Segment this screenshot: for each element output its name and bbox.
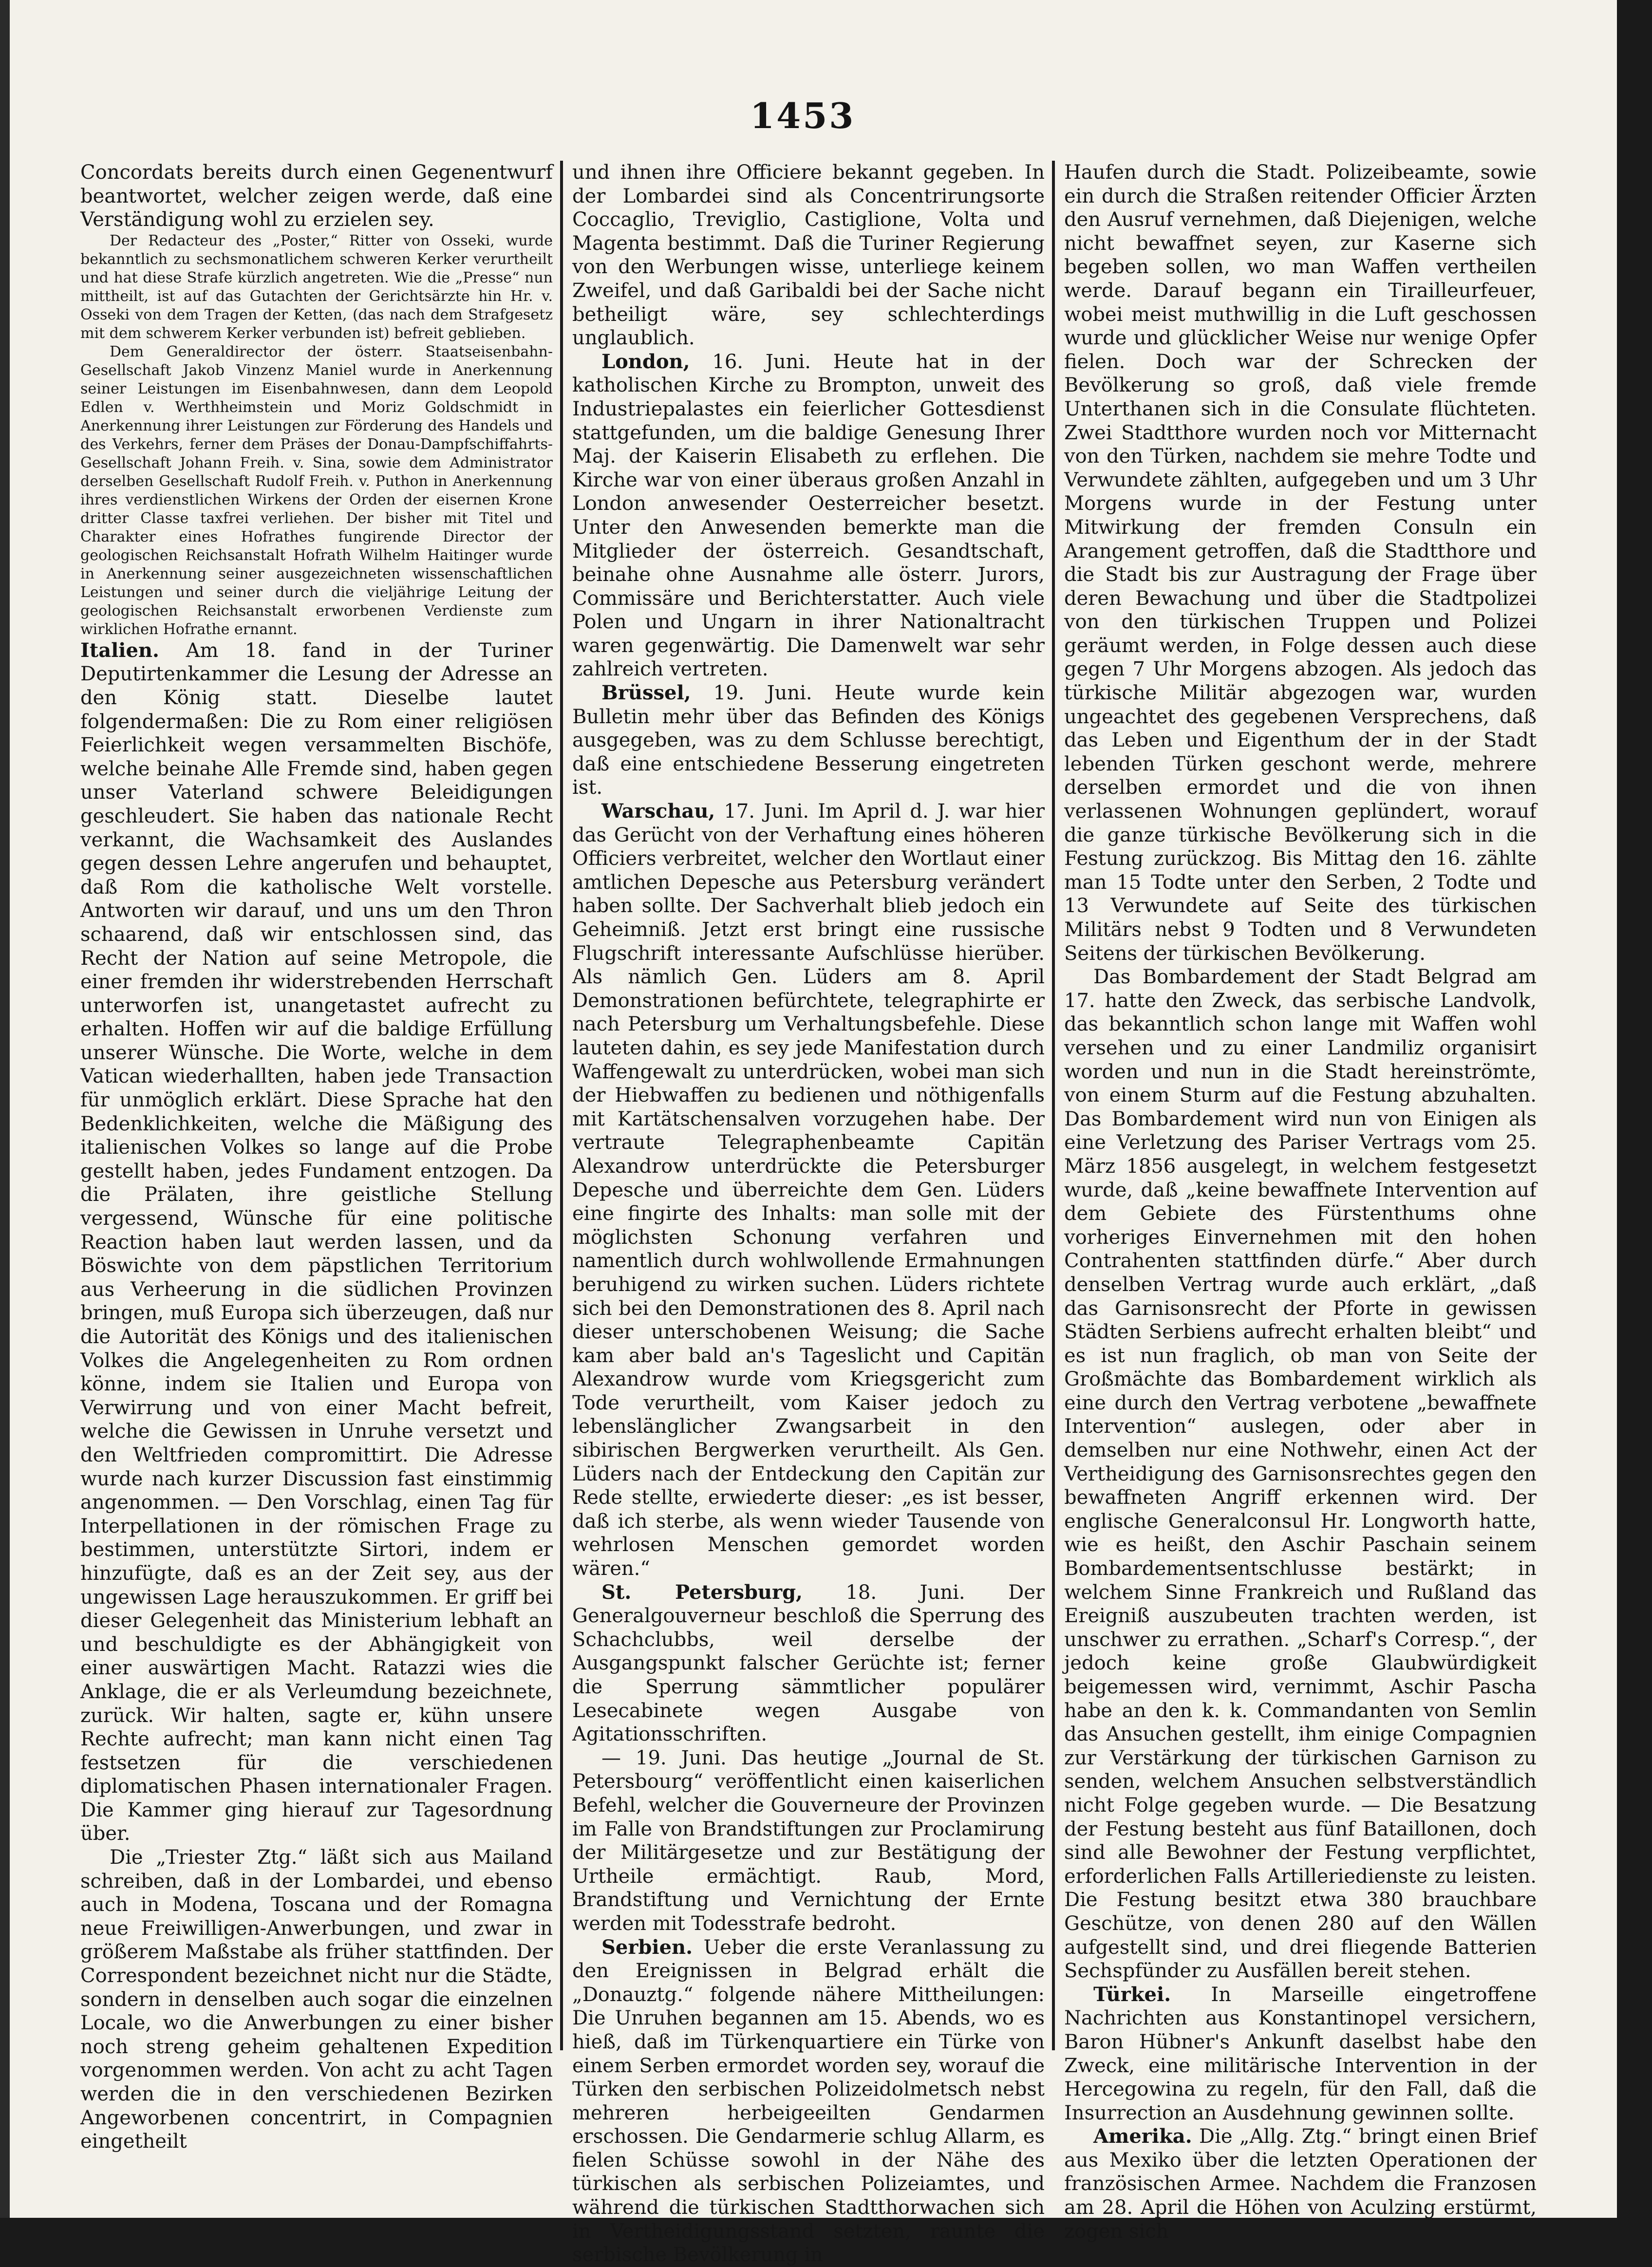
article-text: 16. Juni. Heute hat in der katholischen Kirche zu Brompton, unweit des Industriepalastes ein feierlicher Gottesdienst stattgefunden, um die baldige Genesung Ihrer Maj. der Kaiserin Elisabeth zu erflehen. Die Kirche war von einer überaus großen Anzahl in London anwesender Oesterreicher besetzt. Unter den Anwesenden bemerkte man die Mitglieder der österreich. Gesandtschaft, beinahe ohne Ausnahme alle österr. Jurors, Commissäre und Berichterstatter. Auch viele Polen und Ungarn in ihrer Nationaltracht waren gegenwärtig. Die Damenwelt war sehr zahlreich vertreten. bbox=[572, 350, 1045, 681]
article-paragraph bbox=[1064, 2125, 1537, 2243]
article-dateline: Warschau, bbox=[601, 800, 715, 823]
article-dateline: Brüssel, bbox=[601, 681, 691, 705]
article-paragraph bbox=[80, 232, 553, 343]
article-text: Dem Generaldirector der österr. Staatseisenbahn-Gesellschaft Jakob Vinzenz Maniel wurde in Anerkennung seiner Leistungen im Eisenbahnwesen, dann dem Leopold Edlen v. Werthheimstein und Moriz Goldschmidt in Anerkennung ihrer Leistungen zur Förderung des Handels und des Verkehrs, ferner dem Präses der Donau-Dampfschiffahrts-Gesellschaft Johann Freih. v. Sina, sowie dem Administrator derselben Gesellschaft Rudolf Freih. v. Puthon in Anerkennung ihres verdienstlichen Wirkens der Orden der eisernen Krone dritter Classe taxfrei verliehen. Der bisher mit Titel und Charakter eines Hofrathes fungirende Director der geologischen Reichsanstalt Hofrath Wilhelm Haitinger wurde in Anerkennung seiner ausgezeichneten wissenschaftlichen Leistungen und seiner durch die vieljährige Leitung der geologischen Reichsanstalt erworbenen Verdienste zum wirklichen Hofrathe ernannt. bbox=[80, 343, 553, 638]
column-rule bbox=[1052, 161, 1055, 2050]
article-text: Die „Allg. Ztg.“ bringt einen Brief aus Mexiko über die letzten Operationen der französischen Armee. Nachdem die Franzosen am 28. April die Höhen von Aculzing erstürmt, zogen sich bbox=[1064, 2125, 1537, 2243]
article-paragraph bbox=[572, 350, 1045, 681]
page-number: 1453 bbox=[750, 95, 856, 136]
article-dateline: Amerika. bbox=[1093, 2125, 1192, 2148]
article-text: — 19. Juni. Das heutige „Journal de St. Petersbourg“ veröffentlicht einen kaiserlichen Befehl, welcher die Gouverneure der Provinzen im Falle von Brandstiftungen zur Proclamirung der Militärgesetze und zur Bestätigung der Urtheile ermächtigt. Raub, Mord, Brandstiftung und Vernichtung der Ernte werden mit Todesstrafe bedroht. bbox=[572, 1746, 1045, 1935]
article-text: In Marseille eingetroffene Nachrichten aus Konstantinopel versichern, Baron Hübner's Ankunft daselbst habe den Zweck, eine militärische Intervention in der Hercegowina zu regeln, für den Fall, daß die Insurrection an Ausdehnung gewinnen sollte. bbox=[1064, 1983, 1537, 2124]
article-paragraph bbox=[572, 161, 1045, 350]
article-paragraph bbox=[80, 639, 553, 1846]
article-text: und ihnen ihre Officiere bekannt gegeben. In der Lombardei sind als Concentrirungsorte Coccaglio, Treviglio, Castiglione, Volta und Magenta bestimmt. Daß die Turiner Regierung von den Werbungen wisse, unterliege keinem Zweifel, und daß Garibaldi bei der Sache nicht betheiligt wäre, sey schlechterdings unglaublich. bbox=[572, 161, 1045, 350]
article-paragraph bbox=[572, 1936, 1045, 2267]
article-text: Am 18. fand in der Turiner Deputirtenkammer die Lesung der Adresse an den König statt. Dieselbe lautet folgendermaßen: Die zu Rom einer religiösen Feierlichkeit wegen versammelten Bischöfe, welche beinahe Alle Fremde sind, haben gegen unser Vaterland schwere Beleidigungen geschleudert. Sie haben das nationale Recht verkannt, die Wachsamkeit des Auslandes gegen dessen Lehre angerufen und behauptet, daß Rom die katholische Welt vorstelle. Antworten wir darauf, und uns um den Thron schaarend, daß wir entschlossen sind, das Recht der Nation auf seine Metropole, die einer fremden ihr widerstrebenden Herrschaft unterworfen ist, unangetastet aufrecht zu erhalten. Hoffen wir auf die baldige Erfüllung unserer Wünsche. Die Worte, welche in dem Vatican wiederhallten, haben jede Transaction für unmöglich erklärt. Diese Sprache hat den Bedenklichkeiten, welche die Mäßigung des italienischen Volkes so lange auf die Probe gestellt haben, jedes Fundament entzogen. Da die Prälaten, ihre geistliche Stellung vergessend, Wünsche für eine politische Reaction haben laut werden lassen, und da Böswichte von dem päpstlichen Territorium aus Verheerung in die südlichen Provinzen bringen, muß Europa sich überzeugen, daß nur die Autorität des Königs und des italienischen Volkes die Angelegenheiten zu Rom ordnen könne, indem sie Italien und Europa von Verwirrung und von einer Macht befreit, welche die Gewissen in Unruhe versetzt und den Weltfrieden compromittirt. Die Adresse wurde nach kurzer Discussion fast einstimmig angenommen. — Den Vorschlag, einen Tag für Interpellationen in der römischen Frage zu bestimmen, unterstützte Sirtori, indem er hinzufügte, daß es an der Zeit sey, aus der ungewissen Lage herauszukommen. Er griff bei dieser Gelegenheit das Ministerium lebhaft an und beschuldigte es der Abhängigkeit von einer auswärtigen Macht. Ratazzi wies die Anklage, die er als Verleumdung bezeichnete, zurück. Wir halten, sagte er, kühn unsere Rechte aufrecht; man kann nicht einen Tag festsetzen für die verschiedenen diplomatischen Phasen internationaler Fragen. Die Kammer ging hierauf zur Tagesordnung über. bbox=[80, 639, 553, 1845]
article-paragraph bbox=[572, 800, 1045, 1581]
article-paragraph bbox=[1064, 161, 1537, 965]
article-paragraph bbox=[80, 161, 553, 232]
article-text: 18. Juni. Der Generalgouverneur beschloß die Sperrung des Schachclubbs, weil derselbe der Ausgangspunkt falscher Gerüchte ist; ferner die Sperrung sämmtlicher populärer Lesecabinete wegen Ausgabe von Agitationsschriften. bbox=[572, 1581, 1045, 1746]
article-text: 17. Juni. Im April d. J. war hier das Gerücht von der Verhaftung eines höheren Officiers verbreitet, welcher den Wortlaut einer amtlichen Depesche aus Petersburg verändert haben sollte. Der Sachverhalt blieb jedoch ein Geheimniß. Jetzt erst bringt eine russische Flugschrift interessante Aufschlüsse hierüber. Als nämlich Gen. Lüders am 8. April Demonstrationen befürchtete, telegraphirte er nach Petersburg um Verhaltungsbefehle. Diese lauteten dahin, es sey jede Manifestation durch Waffengewalt zu unterdrücken, wobei man sich der Hiebwaffen zu bedienen und nöthigenfalls mit Kartätschensalven vorzugehen habe. Der vertraute Telegraphenbeamte Capitän Alexandrow unterdrückte die Petersburger Depesche und überreichte dem Gen. Lüders eine fingirte des Inhalts: man solle mit der möglichsten Schonung verfahren und namentlich durch wohlwollende Ermahnungen beruhigend zu wirken suchen. Lüders richtete sich bei den Demonstrationen des 8. April nach dieser unterschobenen Weisung; die Sache kam aber bald an's Tageslicht und Capitän Alexandrow wurde vom Kriegsgericht zum Tode verurtheilt, vom Kaiser jedoch zu lebenslänglicher Zwangsarbeit in den sibirischen Bergwerken verurtheilt. Als Gen. Lüders nach der Entdeckung den Capitän zur Rede stellte, erwiederte dieser: „es ist besser, daß ich sterbe, als wenn wieder Tausende von wehrlosen Menschen gemordet worden wären.“ bbox=[572, 800, 1045, 1580]
article-dateline: Türkei. bbox=[1093, 1983, 1171, 2006]
article-text: Ueber die erste Veranlassung zu den Ereignissen in Belgrad erhält die „Donauztg.“ folgende nähere Mittheilungen: Die Unruhen begannen am 15. Abends, wo es hieß, daß im Türkenquartiere ein Türke von einem Serben ermordet worden sey, worauf die Türken den serbischen Polizeidolmetsch nebst mehreren herbeigeeilten Gendarmen erschossen. Die Gendarmerie schlug Allarm, es fielen Schüsse sowohl in der Nähe des türkischen als serbischen Polizeiamtes, und während die türkischen Stadtthorwachen sich in Vertheidigungsstand setzten, raunte die serbische Bevölkerung in bbox=[572, 1936, 1045, 2267]
article-dateline: Italien. bbox=[80, 638, 159, 662]
article-paragraph bbox=[572, 1581, 1045, 1746]
article-paragraph bbox=[80, 343, 553, 639]
article-paragraph bbox=[572, 681, 1045, 800]
article-text: Das Bombardement der Stadt Belgrad am 17. hatte den Zweck, das serbische Landvolk, das bekanntlich schon lange mit Waffen wohl versehen und zu einer Landmiliz organisirt worden und nun in die Stadt hereinströmte, von einem Sturm auf die Festung abzuhalten. Das Bombardement wird nun von Einigen als eine Verletzung des Pariser Vertrags vom 25. März 1856 ausgelegt, in welchem festgesetzt wurde, daß „keine bewaffnete Intervention auf dem Gebiete des Fürstenthums ohne vorheriges Einvernehmen mit den hohen Contrahenten stattfinden dürfe.“ Aber durch denselben Vertrag wurde auch erklärt, „daß das Garnisonsrecht der Pforte in gewissen Städten Serbiens aufrecht erhalten bleibt“ und es ist nun fraglich, ob man von Seite der Großmächte das Bombardement wirklich als eine durch den Vertrag verbotene „bewaffnete Intervention“ auslegen, oder aber in demselben nur eine Nothwehr, einen Act der Vertheidigung des Garnisonsrechtes gegen den bewaffneten Angriff erkennen wird. Der englische Generalconsul Hr. Longworth hatte, wie es heißt, den Aschir Paschain seinem Bombardementsentschlusse bestärkt; in welchem Sinne Frankreich und Rußland das Ereigniß auszubeuten trachten werden, ist unschwer zu errathen. „Scharf's Corresp.“, der jedoch keine große Glaubwürdigkeit beigemessen wird, vernimmt, Aschir Pascha habe an den k. k. Commandanten von Semlin das Ansuchen gestellt, ihm einige Compagnien zur Verstärkung der türkischen Garnison zu senden, welchem Ansuchen selbstverständlich nicht Folge gegeben wurde. — Die Besatzung der Festung besteht aus fünf Bataillonen, doch sind alle Bewohner der Festung verpflichtet, erforderlichen Falls Artilleriedienste zu leisten. Die Festung besitzt etwa 380 brauchbare Geschütze, von denen 280 auf den Wällen aufgestellt sind, und drei fliegende Batterien Sechspfünder zu Ausfällen bereit stehen. bbox=[1064, 966, 1537, 1983]
article-dateline: Serbien. bbox=[601, 1935, 693, 1959]
article-text: Die „Triester Ztg.“ läßt sich aus Mailand schreiben, daß in der Lombardei, und ebenso auch in Modena, Toscana und der Romagna neue Freiwilligen-Anwerbungen, und zwar in größerem Maßstabe als früher stattfinden. Der Correspondent bezeichnet nicht nur die Städte, sondern in denselben auch sogar die einzelnen Locale, wo die Anwerbungen zu einer bisher noch streng geheim gehaltenen Expedition vorgenommen werden. Von acht zu acht Tagen werden die in den verschiedenen Bezirken Angeworbenen concentrirt, in Compagnien eingetheilt bbox=[80, 1846, 553, 2153]
article-paragraph bbox=[1064, 965, 1537, 1983]
article-text: Haufen durch die Stadt. Polizeibeamte, sowie ein durch die Straßen reitender Officier Ärzten den Ausruf vernehmen, daß Diejenigen, welche nicht bewaffnet seyen, zur Kaserne sich begeben sollen, wo man Waffen vertheilen werde. Darauf begann ein Tirailleurfeuer, wobei meist muthwillig in die Luft geschossen wurde und glücklicher Weise nur wenige Opfer fielen. Doch war der Schrecken der Bevölkerung so groß, daß viele fremde Unterthanen sich in die Consulate flüchteten. Zwei Stadtthore wurden noch vor Mitternacht von den Türken, nachdem sie mehre Todte und Verwundete zählten, aufgegeben und um 3 Uhr Morgens wurde in der Festung unter Mitwirkung der fremden Consuln ein Arangement getroffen, daß die Stadtthore und die Stadt bis zur Austragung der Frage über deren Bewachung und über die Stadtpolizei von den türkischen Truppen und Polizei geräumt werden, in Folge dessen auch diese gegen 7 Uhr Morgens abzogen. Als jedoch das türkische Militär abgezogen war, wurden ungeachtet des gegebenen Versprechens, daß das Leben und Eigenthum der in der Stadt lebenden Türken geschont werde, mehrere derselben ermordet und die von ihnen verlassenen Wohnungen geplündert, worauf die ganze türkische Bevölkerung sich in die Festung zurückzog. Bis Mittag den 16. zählte man 15 Todte unter den Serben, 2 Todte und 13 Verwundete auf Seite des türkischen Militärs nebst 9 Todten und 8 Verwundeten Seitens der türkischen Bevölkerung. bbox=[1064, 161, 1537, 965]
column-2 bbox=[572, 161, 1045, 2267]
article-paragraph bbox=[1064, 1983, 1537, 2125]
column-3 bbox=[1064, 161, 1537, 2243]
article-text: 19. Juni. Heute wurde kein Bulletin mehr über das Befinden des Königs ausgegeben, was zu dem Schlusse berechtigt, daß eine entschiedene Besserung eingetreten ist. bbox=[572, 682, 1045, 799]
scan-edge bbox=[0, 0, 10, 2218]
article-paragraph bbox=[80, 1846, 553, 2154]
column-1 bbox=[80, 161, 553, 2154]
article-paragraph bbox=[572, 1746, 1045, 1936]
article-dateline: St. Petersburg, bbox=[601, 1580, 803, 1604]
article-text: Der Redacteur des „Poster,“ Ritter von Osseki, wurde bekanntlich zu sechsmonatlichem schweren Kerker verurtheilt und hat diese Strafe kürzlich angetreten. Wie die „Presse“ nun mittheilt, ist auf das Gutachten der Gerichtsärzte hin Hr. v. Osseki von dem Tragen der Ketten, (das nach dem Strafgesetz mit dem schwerem Kerker verbunden ist) befreit geblieben. bbox=[80, 232, 553, 342]
column-rule bbox=[560, 161, 563, 2050]
article-text: Concordats bereits durch einen Gegenentwurf beantwortet, welcher zeigen werde, daß eine Verständigung wohl zu erzielen sey. bbox=[80, 161, 553, 231]
article-dateline: London, bbox=[601, 350, 690, 373]
